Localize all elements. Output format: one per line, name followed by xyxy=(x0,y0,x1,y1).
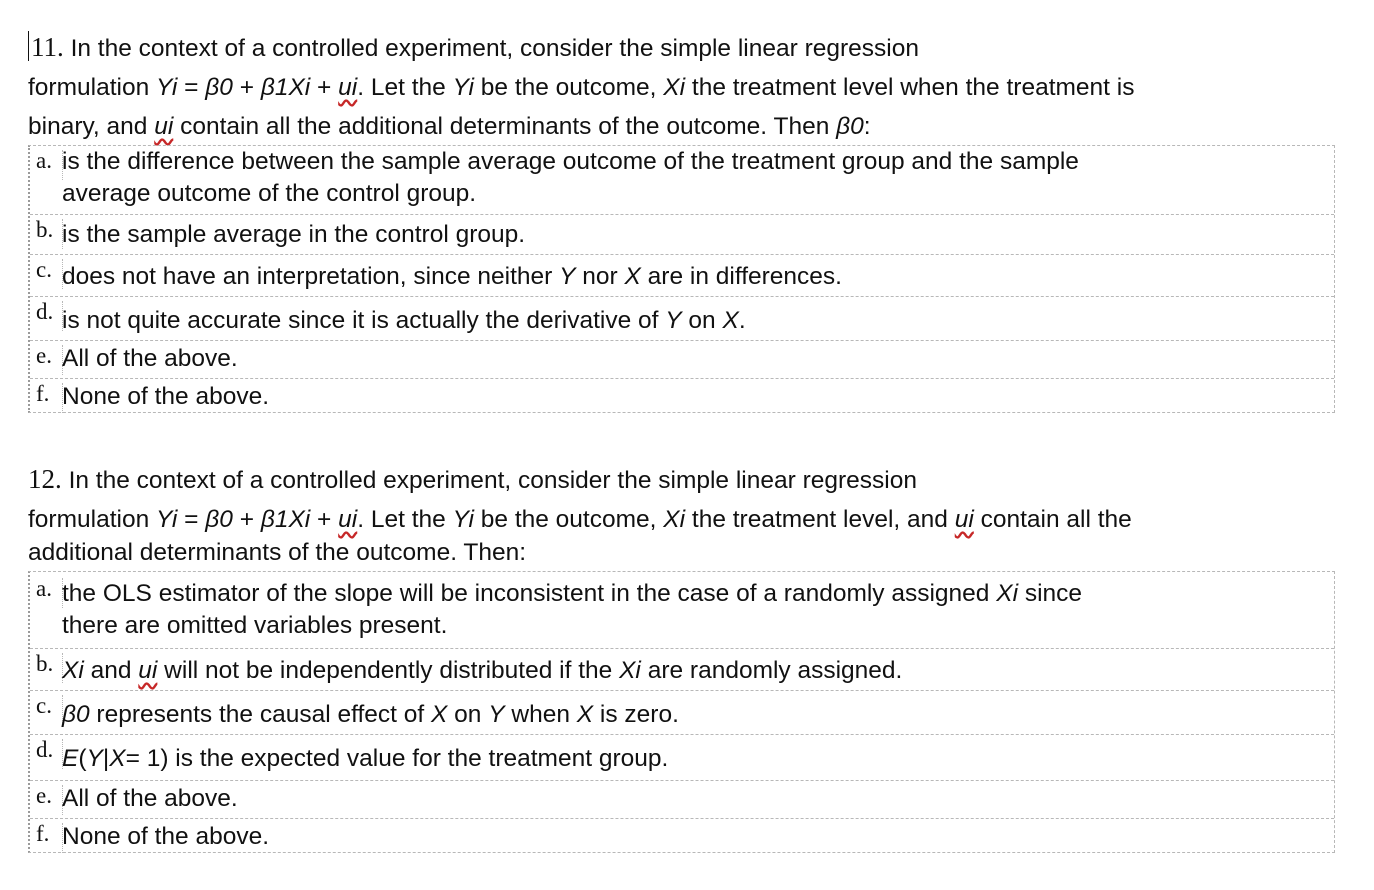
choice-row[interactable] xyxy=(30,378,1334,413)
spellcheck-flagged-word: ui xyxy=(138,657,158,684)
stem-text: In the context of a controlled experiment, consider the simple linear regression xyxy=(68,467,917,494)
choice-row[interactable] xyxy=(30,146,1334,210)
choice-row[interactable] xyxy=(30,214,1334,253)
choice-letter: c. xyxy=(36,257,62,283)
choice-letter: a. xyxy=(36,576,62,602)
choice-letter: b. xyxy=(36,651,62,677)
spellcheck-flagged-word: ui xyxy=(338,74,358,101)
choice-text: None of the above. xyxy=(62,383,270,410)
choice-row[interactable] xyxy=(30,780,1334,819)
choice-row[interactable] xyxy=(30,572,1334,646)
question-number: 12. xyxy=(28,464,62,494)
choice-row[interactable] xyxy=(30,648,1334,691)
stem-line xyxy=(28,28,1338,68)
choice-letter: c. xyxy=(36,693,62,719)
choice-text: All of the above. xyxy=(62,345,238,372)
text-cursor xyxy=(28,31,29,61)
choice-text: Xi and ui will not be independently distributed if the Xi are randomly assigned. xyxy=(62,657,903,684)
choice-letter: d. xyxy=(36,299,62,325)
choice-letter: f. xyxy=(36,821,62,847)
spellcheck-flagged-word: ui xyxy=(954,506,974,533)
choice-text: is the sample average in the control group. xyxy=(62,221,526,248)
stem-line xyxy=(28,460,1338,500)
stem-line: additional determinants of the outcome. Then: xyxy=(28,539,527,566)
stem-line: formulation Yi = β0 + β1Xi + ui. Let the Yi be the outcome, Xi the treatment level when the treatment is xyxy=(28,74,1135,101)
choice-text: does not have an interpretation, since neither Y nor X are in differences. xyxy=(62,263,842,290)
choice-letter: b. xyxy=(36,217,62,243)
spellcheck-flagged-word: ui xyxy=(154,113,174,140)
choice-text: E(Y|X= 1) is the expected value for the treatment group. xyxy=(62,745,669,772)
choice-row[interactable] xyxy=(30,818,1334,853)
choice-letter: e. xyxy=(36,783,62,809)
question-number: 11. xyxy=(31,32,64,62)
choice-row[interactable] xyxy=(30,734,1334,779)
question-12-stem xyxy=(28,460,1338,572)
question-11-stem xyxy=(28,28,1338,146)
choice-letter: d. xyxy=(36,737,62,763)
choice-text: All of the above. xyxy=(62,785,238,812)
choice-letter: a. xyxy=(36,148,62,174)
choice-row[interactable] xyxy=(30,690,1334,735)
choice-text: is not quite accurate since it is actually the derivative of Y on X. xyxy=(62,307,746,334)
choice-text: β0 represents the causal effect of X on Y when X is zero. xyxy=(62,701,679,728)
choice-letter: e. xyxy=(36,343,62,369)
choice-row[interactable] xyxy=(30,340,1334,379)
choice-text: is the difference between the sample average outcome of the treatment group and the sample average outcome of the control group. xyxy=(62,148,1079,207)
choice-row[interactable] xyxy=(30,296,1334,341)
choice-letter: f. xyxy=(36,381,62,407)
spellcheck-flagged-word: ui xyxy=(338,506,358,533)
choice-text: the OLS estimator of the slope will be inconsistent in the case of a randomly assigned Xi since there are omitted variables present. xyxy=(62,580,1083,639)
stem-line: formulation Yi = β0 + β1Xi + ui. Let the Yi be the outcome, Xi the treatment level, and ui contain all the xyxy=(28,506,1132,533)
stem-text: In the context of a controlled experiment, consider the simple linear regression xyxy=(70,35,919,62)
choice-text: None of the above. xyxy=(62,823,270,850)
choice-row[interactable] xyxy=(30,254,1334,297)
question-11-choices xyxy=(28,145,1335,413)
stem-line: binary, and ui contain all the additional determinants of the outcome. Then β0: xyxy=(28,113,871,140)
question-12-choices xyxy=(28,571,1335,853)
